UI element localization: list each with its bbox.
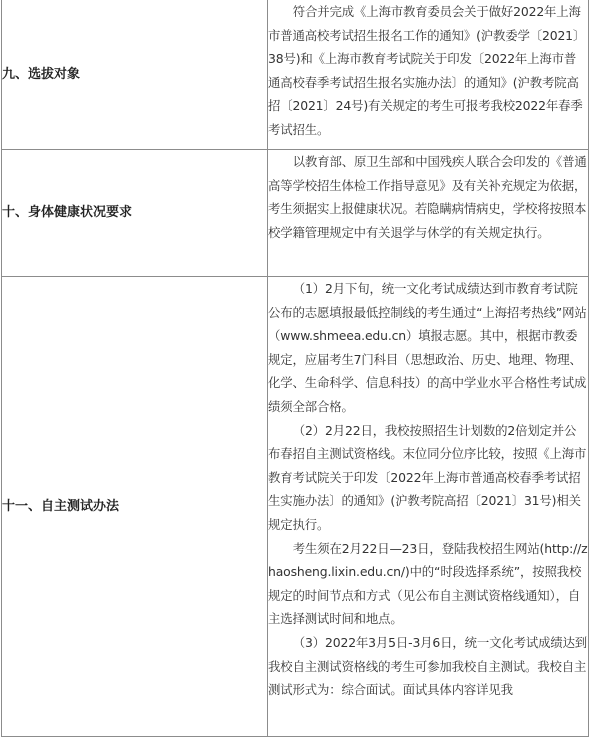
paragraph: （1）2月下旬，统一文化考试成绩达到市教育考试院公布的志愿填报最低控制线的考生通过“上海招考热线”网站（www.shmeea.edu.cn）填报志愿。其中，根据市教委规定，应届考生7门科目（思想政治、历史、地理、物理、化学、生命科学、信息科技）的高中学业水平合格性考试成绩须全部合格。: [268, 281, 587, 414]
paragraph: （3）2022年3月5日-3月6日，统一文化考试成绩达到我校自主测试资格线的考生可参加我校自主测试。我校自主测试形式为：综合面试。面试具体内容详见我: [268, 634, 588, 698]
table-row: [2, 0, 589, 150]
paragraph: 符合并完成《上海市教育委员会关于做好2022年上海市普通高校考试招生报名工作的通知》(沪教委学〔2021〕38号)和《上海市教育考试院关于印发〔2022年上海市普通高校春季考试招生报名实施办法〕的通知》(沪教考院高招〔2021〕24号)有关规定的考生可报考我校2022年春季考试招生。: [268, 4, 586, 137]
paragraph: （2）2月22日，我校按照招生计划数的2倍划定并公布春招自主测试资格线。末位同分位序比较，按照《上海市教育考试院关于印发〔2022年上海市普通高校春季考试招生实施办法〕的通知》(沪教考院高招〔2021〕31号)相关规定执行。: [268, 422, 587, 532]
row-content: [268, 277, 589, 737]
row-content: [268, 150, 589, 277]
paragraph: 考生须在2月22日—23日，登陆我校招生网站(http://zhaosheng.lixin.edu.cn/)中的“时段选择系统”，按照我校规定的时间节点和方式（见公布自主测试资格线通知），自主选择测试时间和地点。: [268, 540, 588, 627]
row-label: 十一、自主测试办法: [2, 277, 268, 737]
row-label: 九、选拔对象: [2, 0, 268, 150]
table-row: [2, 277, 589, 737]
row-content: [268, 0, 589, 150]
paragraph: 以教育部、原卫生部和中国残疾人联合会印发的《普通高等学校招生体检工作指导意见》及有关补充规定为依据，考生须据实上报健康状况。若隐瞒病情病史，学校将按照本校学籍管理规定中有关退学与休学的有关规定执行。: [268, 154, 587, 240]
row-label: 十、身体健康状况要求: [2, 150, 268, 277]
admission-rules-table: [1, 0, 589, 737]
table-row: [2, 150, 589, 277]
